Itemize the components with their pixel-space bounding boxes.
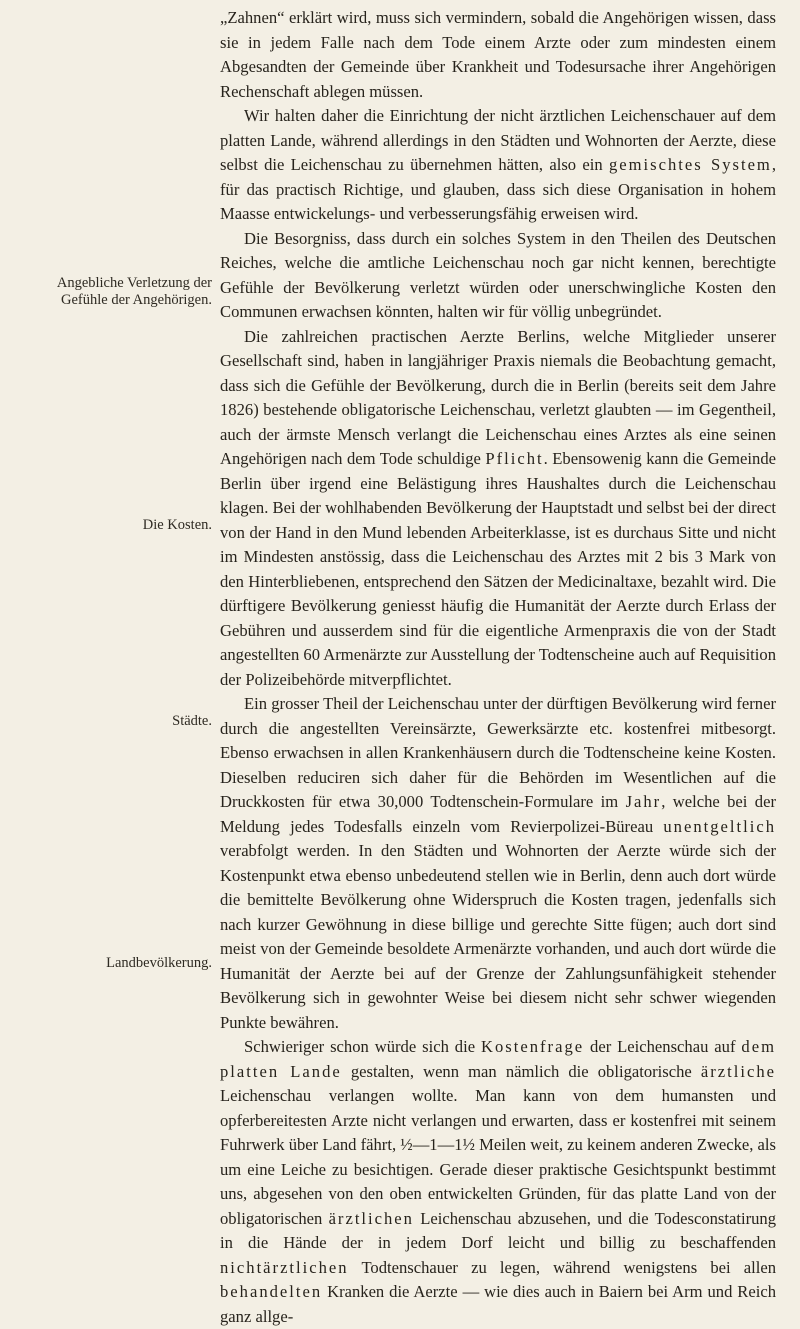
paragraph-5 bbox=[220, 692, 776, 1035]
spaced-emphasis: Jahr bbox=[625, 792, 662, 811]
margin-note-line: Städte. bbox=[172, 713, 212, 729]
paragraph-text: Leichenschau abzusehen, und die Todesconstatirung in die Hände der in jedem Dorf leicht und billig zu beschaffenden bbox=[220, 1208, 777, 1252]
paragraph-text: Schwieriger schon würde sich die bbox=[244, 1037, 482, 1056]
paragraph-4 bbox=[220, 325, 776, 693]
spaced-emphasis: ärztlichen bbox=[328, 1208, 414, 1228]
paragraph-text: „Zahnen“ erklärt wird, muss sich vermindern, sobald die Angehörigen wissen, dass sie in jedem Falle nach dem Tode einem Arzte oder zum mindesten einem Abgesandten der Gemeinde über Krankheit und Todesursache ihrer Angehörigen Rechenschaft ablegen müssen. bbox=[220, 8, 776, 101]
spaced-emphasis: nichtärztlichen bbox=[220, 1257, 349, 1277]
paragraph-text: , welche bei der Meldung jedes Todesfalls einzeln vom Revierpolizei-Büreau bbox=[220, 792, 776, 836]
spaced-emphasis: Kostenfrage bbox=[481, 1037, 585, 1056]
paragraph-text: Ein grosser Theil der Leichenschau unter der dürftigen Bevölkerung wird ferner durch die angestellten Vereinsärzte, Gewerksärzte etc. kostenfrei mitbesorgt. Ebenso erwachsen in allen Krankenhäusern durch die Todtenscheine keine Kosten. Dieselben reduciren sich daher für die Behörden im Wesentlichen auf die Druckkosten für etwa 30,000 Todtenschein-Formulare im bbox=[220, 694, 776, 811]
paragraph-text: Wir halten daher die Einrichtung der nicht ärztlichen Leichenschauer auf dem platten Lande, während allerdings in den Städten und Wohnorten der Aerzte, diese selbst die Leichenschau zu übernehmen hätten, also ein bbox=[220, 106, 776, 174]
paragraph-text: Leichenschau verlangen wollte. Man kann von dem humansten und opferbereitesten Arzte nicht verlangen und erwarten, dass er kostenfrei mit seinem Fuhrwerk über Land fährt, ½—1—1½ Meilen weit, zu keinem anderen Zwecke, als um eine Leiche zu besichtigen. Gerade dieser praktische Gesichtspunkt bestimmt uns, abgesehen von den oben entwickelten Gründen, für das platte Land von der obligatorischen bbox=[220, 1086, 776, 1228]
paragraph-2 bbox=[220, 104, 776, 227]
margin-note-line: Die Kosten. bbox=[142, 517, 212, 533]
paragraph-3 bbox=[220, 227, 776, 325]
margin-note-staedte bbox=[4, 713, 212, 730]
margin-note-landbevoelkerung bbox=[4, 955, 212, 972]
margin-note-kosten bbox=[4, 517, 212, 534]
main-text bbox=[220, 6, 776, 1329]
paragraph-text: verabfolgt werden. In den Städten und Wohnorten der Aerzte würde sich der Kostenpunkt etwa ebenso unbedeutend stellen wie in Berlin, denn auch dort würde die bemittelte Bevölkerung ohne Widerspruch die Kosten tragen, jedenfalls sich nach kurzer Gewöhnung in diese billige und gerechte Sitte fügen; auch dort sind meist von der Gemeinde besoldete Armenärzte vorhanden, und auch dort würde die Humanität der Aerzte bei auf der Grenze der Zahlungsunfähigkeit stehender Bevölkerung sich in gewohnter Weise bei diesem nicht sehr schwer wiegenden Punkte bewähren. bbox=[220, 841, 776, 1032]
paragraph-6 bbox=[220, 1035, 776, 1329]
margin-note-verletzung bbox=[4, 275, 212, 309]
paragraph-text: gestalten, wenn man nämlich die obligatorische bbox=[341, 1061, 701, 1081]
paragraph-text: der Leichenschau auf bbox=[584, 1037, 742, 1056]
paragraph-text: Kranken die Aerzte — wie dies auch in Baiern bei Arm und Reich ganz allge- bbox=[220, 1282, 776, 1326]
spaced-emphasis: ärztliche bbox=[700, 1061, 777, 1081]
margin-note-line: Gefühle der Angehörigen. bbox=[61, 292, 212, 308]
paragraph-text: Die zahlreichen practischen Aerzte Berlins, welche Mitglieder unserer Gesellschaft sind, haben in langjähriger Praxis niemals die Beobachtung gemacht, dass sich die Gefühle der Bevölkerung, durch die in Berlin (bereits seit dem Jahre 1826) bestehende obligatorische Leichenschau, verletzt glaubten — im Gegentheil, auch der ärmste Mensch verlangt die Leichenschau eines Arztes als eine seinen Angehörigen nach dem Tode schuldige bbox=[220, 326, 776, 468]
paragraph-text: , für das practisch Richtige, und glauben, dass sich diese Organisation in hohem Maasse entwickelungs- und verbesserungsfähig erweisen wird. bbox=[220, 155, 776, 223]
spaced-emphasis: Pflicht bbox=[485, 449, 544, 468]
margin-note-line: Landbevölkerung. bbox=[106, 955, 212, 971]
paragraph-1 bbox=[220, 6, 776, 104]
paragraph-text: Die Besorgniss, dass durch ein solches System in den Theilen des Deutschen Reiches, welche die amtliche Leichenschau noch gar nicht kennen, berechtigte Gefühle der Bevölkerung verletzt würden oder unerschwingliche Kosten den Communen erwachsen könnten, halten wir für völlig unbegründet. bbox=[220, 228, 776, 321]
spaced-emphasis: dem platten Lande bbox=[220, 1037, 776, 1081]
spaced-emphasis: gemischtes System bbox=[608, 155, 772, 174]
paragraph-text: Todtenschauer zu legen, während wenigstens bei allen bbox=[348, 1257, 776, 1277]
paragraph-text: . Ebensowenig kann die Gemeinde Berlin über irgend eine Belästigung ihres Haushaltes durch die Leichenschau klagen. Bei der wohlhabenden Bevölkerung der Hauptstadt und selbst bei der direct von der Hand in den Mund lebenden Arbeiterklasse, ist es durchaus Sitte und nicht im Mindesten anstössig, dass die Leichenschau des Arztes mit 2 bis 3 Mark von den Hinterbliebenen, entsprechend den Sätzen der Medicinaltaxe, bezahlt wird. Die dürftigere Bevölkerung geniesst häufig die Humanität der Aerzte durch Erlass der Gebühren und ausserdem sind für die eigentliche Armenpraxis die von der Stadt angestellten 60 Armenärzte zur Ausstellung der Todtenscheine auch auf Requisition der Polizeibehörde mitverpflichtet. bbox=[220, 449, 776, 689]
margin-note-line: Angebliche Verletzung der bbox=[56, 275, 212, 291]
spaced-emphasis: behandelten bbox=[220, 1282, 323, 1301]
spaced-emphasis: unentgeltlich bbox=[663, 816, 776, 836]
